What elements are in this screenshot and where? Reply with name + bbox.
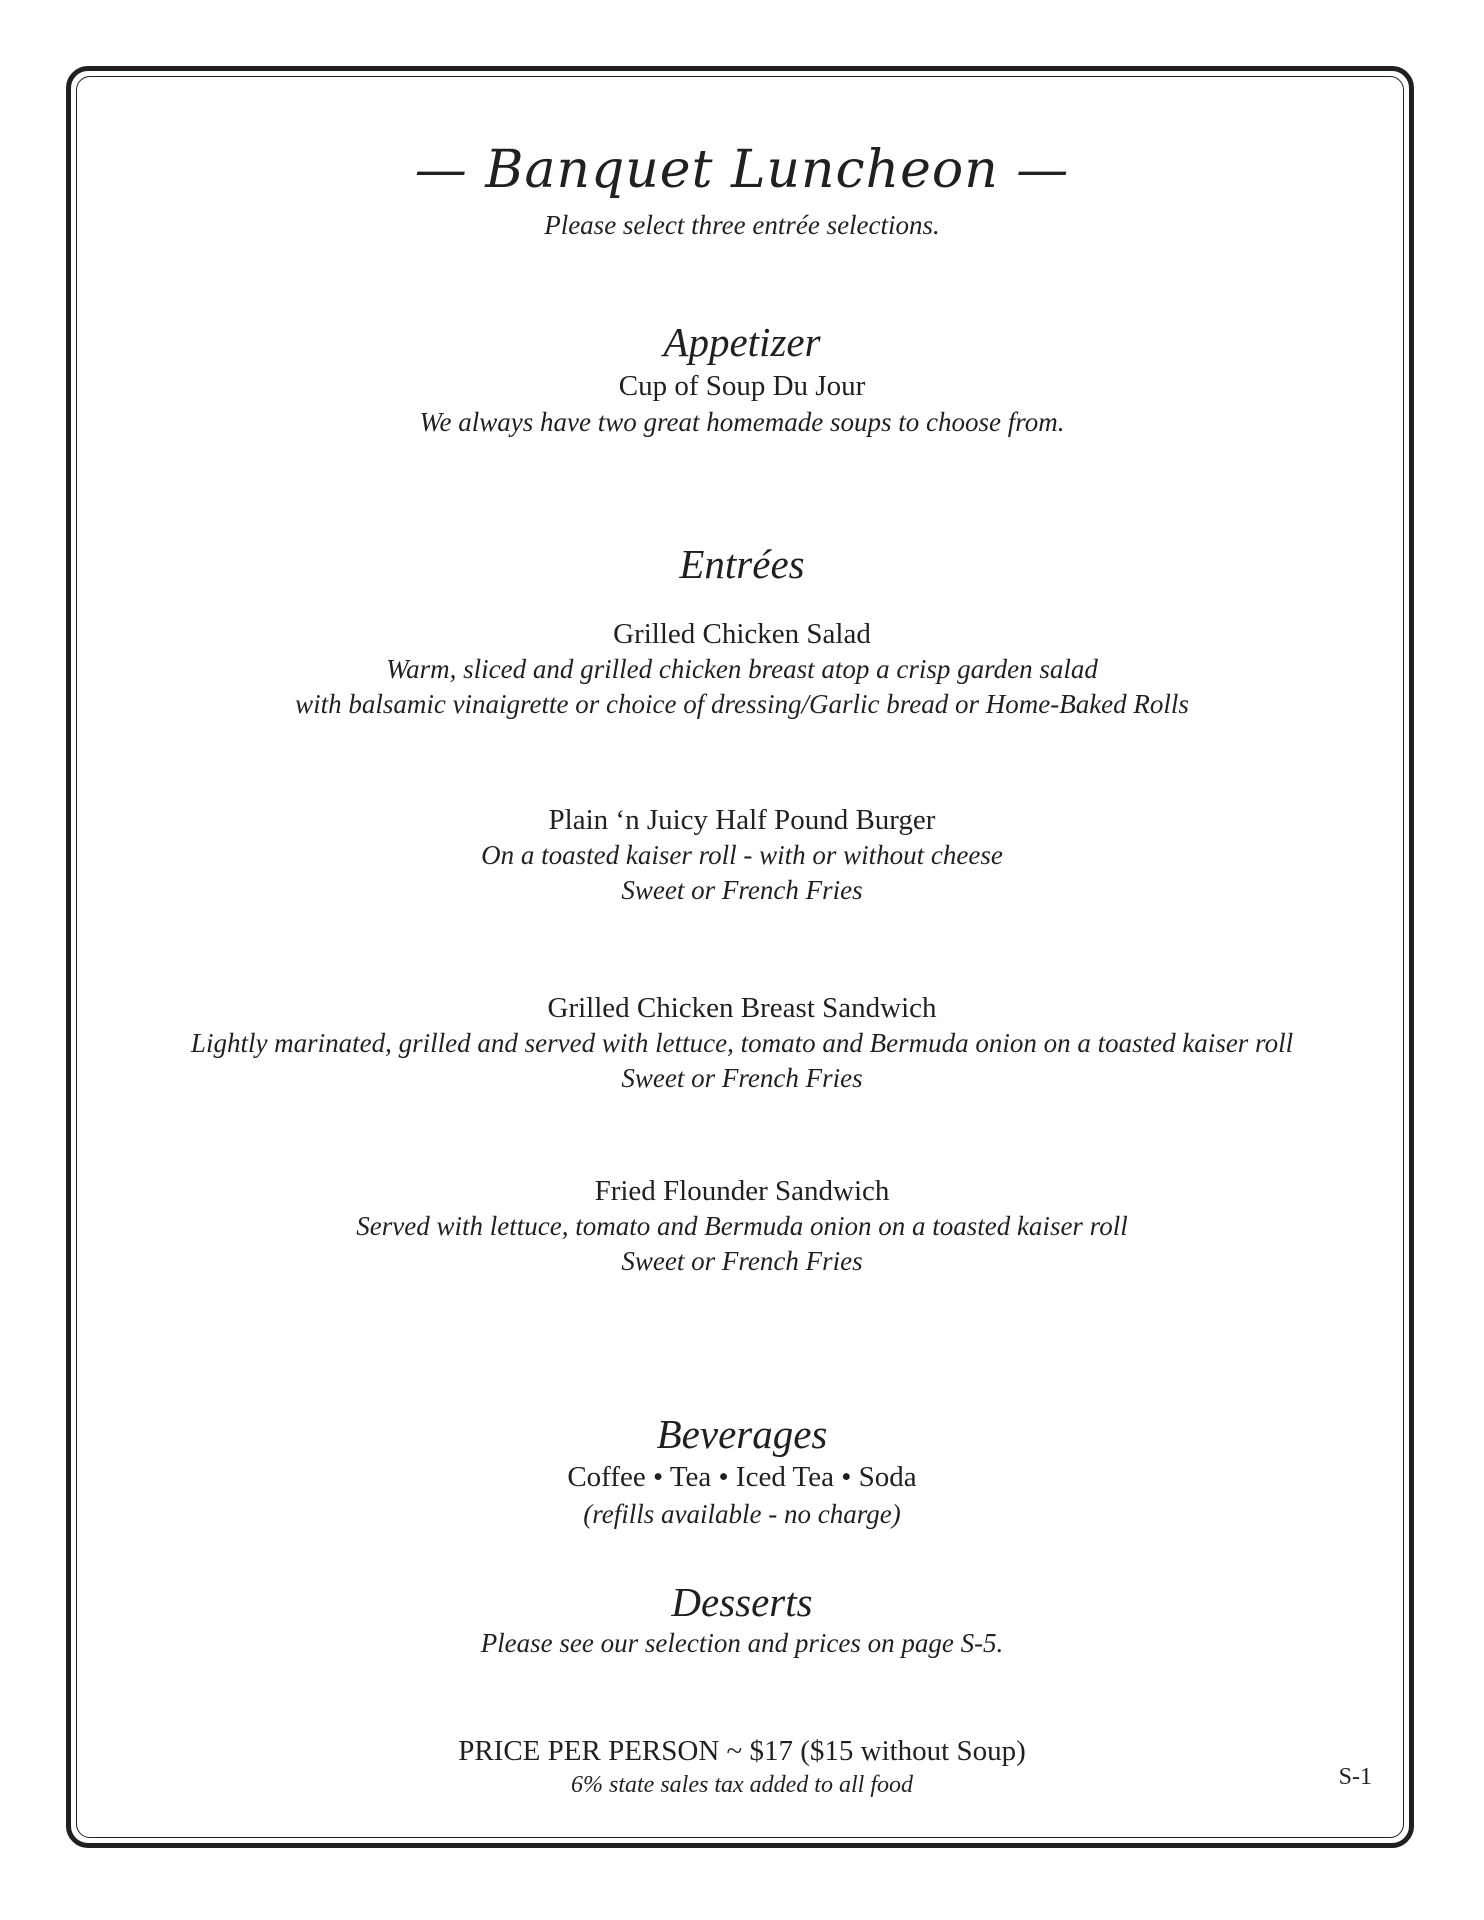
page-title: — Banquet Luncheon — — [414, 140, 1070, 200]
entree-description: Sweet or French Fries — [621, 1063, 863, 1093]
desserts-note: Please see our selection and prices on page S-5. — [480, 1628, 1004, 1658]
appetizer-item: Cup of Soup Du Jour — [618, 370, 866, 402]
page-number: S-1 — [1338, 1764, 1372, 1790]
entrees-heading: Entrées — [679, 541, 805, 587]
appetizer-heading: Appetizer — [663, 319, 821, 365]
beverages-heading: Beverages — [656, 1411, 828, 1457]
sales-tax-note: 6% state sales tax added to all food — [571, 1772, 913, 1798]
beverages-note: (refills available - no charge) — [583, 1499, 901, 1529]
price-per-person: PRICE PER PERSON ~ $17 ($15 without Soup) — [458, 1735, 1026, 1767]
entree-description: with balsamic vinaigrette or choice of dressing/Garlic bread or Home-Baked Rolls — [295, 689, 1189, 719]
desserts-heading: Desserts — [671, 1579, 813, 1625]
appetizer-description: We always have two great homemade soups to choose from. — [419, 407, 1065, 437]
entree-description: Lightly marinated, grilled and served with lettuce, tomato and Bermuda onion on a toasted kaiser roll — [190, 1028, 1294, 1058]
page-subtitle: Please select three entrée selections. — [544, 210, 940, 240]
entree-description: Sweet or French Fries — [621, 1246, 863, 1276]
entree-description: Served with lettuce, tomato and Bermuda onion on a toasted kaiser roll — [356, 1211, 1128, 1241]
entree-name: Grilled Chicken Salad — [613, 618, 871, 650]
entree-description: Warm, sliced and grilled chicken breast atop a crisp garden salad — [386, 654, 1098, 684]
entree-name: Fried Flounder Sandwich — [594, 1175, 890, 1207]
entree-name: Grilled Chicken Breast Sandwich — [547, 992, 937, 1024]
entree-description: On a toasted kaiser roll - with or without cheese — [481, 840, 1003, 870]
entree-description: Sweet or French Fries — [621, 875, 863, 905]
beverages-list: Coffee • Tea • Iced Tea • Soda — [567, 1461, 917, 1493]
entree-name: Plain ‘n Juicy Half Pound Burger — [548, 804, 936, 836]
